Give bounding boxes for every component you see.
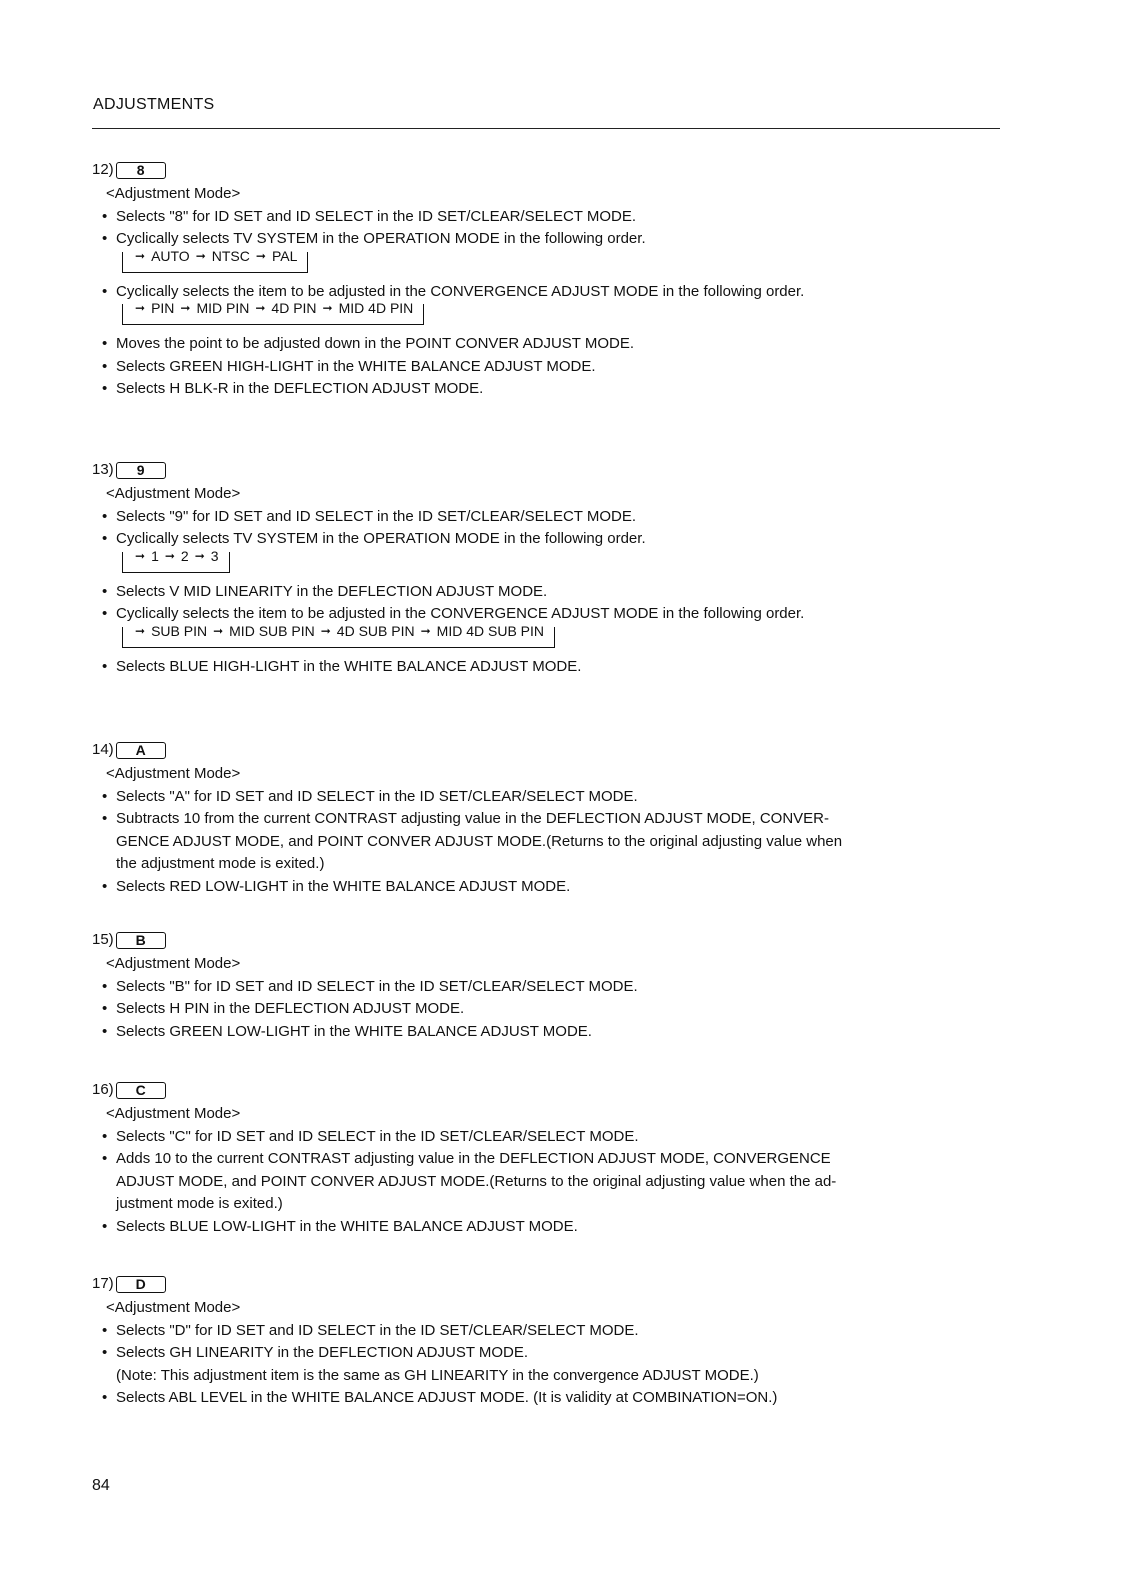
cycle-item: 3 xyxy=(210,547,219,564)
cycle-item: MID 4D PIN xyxy=(338,300,414,316)
section-number: 14) xyxy=(92,740,114,758)
key-8-icon: 8 xyxy=(116,162,166,179)
section-number: 17) xyxy=(92,1274,114,1292)
list-item: • Cyclically selects TV SYSTEM in the OPERATION MODE in the following order. xyxy=(96,228,1012,251)
arrow-right-icon: ➞ xyxy=(213,623,224,638)
adjustment-mode-label: <Adjustment Mode> xyxy=(106,485,241,502)
adjustment-mode-label: <Adjustment Mode> xyxy=(106,1105,241,1122)
arrow-right-icon: ➞ xyxy=(320,623,331,638)
list-item: • Selects "B" for ID SET and ID SELECT in the ID SET/CLEAR/SELECT MODE. xyxy=(96,976,1012,999)
list-item xyxy=(96,1148,1012,1216)
section-12 xyxy=(92,158,1012,401)
list-item: • Selects RED LOW-LIGHT in the WHITE BALANCE ADJUST MODE. xyxy=(96,876,1012,899)
section-17 xyxy=(92,1272,1012,1410)
section-15 xyxy=(92,928,1012,1043)
list-item: • Cyclically selects TV SYSTEM in the OPERATION MODE in the following order. xyxy=(96,528,1012,551)
section-13-heading xyxy=(92,458,1012,482)
adjustment-mode-label: <Adjustment Mode> xyxy=(106,765,241,782)
cycle-item: 4D PIN xyxy=(271,300,317,316)
cycle-item: PIN xyxy=(151,300,175,316)
header-rule xyxy=(92,128,1000,129)
list-item: • Moves the point to be adjusted down in the POINT CONVER ADJUST MODE. xyxy=(96,333,1012,356)
key-c-icon: C xyxy=(116,1082,166,1099)
cycle-item: MID PIN xyxy=(196,300,250,316)
arrow-right-icon: ➞ xyxy=(135,301,146,315)
list-item: • Selects H BLK-R in the DEFLECTION ADJUST MODE. xyxy=(96,378,1012,401)
cycle-item: 4D SUB PIN xyxy=(336,622,415,639)
cycle-item: PAL xyxy=(271,247,298,264)
section-number: 16) xyxy=(92,1080,114,1098)
page-header: ADJUSTMENTS xyxy=(93,96,215,113)
list-item-line: • Subtracts 10 from the current CONTRAST adjusting value in the DEFLECTION ADJUST MODE, CONVER- xyxy=(116,810,830,827)
list-item: • Selects GH LINEARITY in the DEFLECTION ADJUST MODE. xyxy=(96,1342,1012,1365)
section-17-heading xyxy=(92,1272,1012,1296)
section-14-heading xyxy=(92,738,1012,762)
list-item: • Selects BLUE LOW-LIGHT in the WHITE BALANCE ADJUST MODE. xyxy=(96,1216,1012,1239)
list-item: • Selects "9" for ID SET and ID SELECT in the ID SET/CLEAR/SELECT MODE. xyxy=(96,506,1012,529)
list-item: • Selects GREEN HIGH-LIGHT in the WHITE BALANCE ADJUST MODE. xyxy=(96,356,1012,379)
list-item xyxy=(96,808,1012,876)
cycle-item: AUTO xyxy=(151,247,190,264)
list-item: • Selects ABL LEVEL in the WHITE BALANCE ADJUST MODE. (It is validity at COMBINATION=ON.) xyxy=(96,1387,1012,1410)
key-9-icon: 9 xyxy=(116,462,166,479)
section-16-heading xyxy=(92,1078,1012,1102)
arrow-right-icon: ➞ xyxy=(135,248,146,263)
list-item: • Selects "D" for ID SET and ID SELECT in the ID SET/CLEAR/SELECT MODE. xyxy=(96,1320,1012,1343)
section-14 xyxy=(92,738,1012,898)
key-b-icon: B xyxy=(116,932,166,949)
section-12-heading xyxy=(92,158,1012,182)
arrow-right-icon: ➞ xyxy=(255,301,266,315)
list-item-line: justment mode is exited.) xyxy=(116,1195,283,1212)
list-item: • Selects "A" for ID SET and ID SELECT in the ID SET/CLEAR/SELECT MODE. xyxy=(96,786,1012,809)
list-item: • Selects GREEN LOW-LIGHT in the WHITE BALANCE ADJUST MODE. xyxy=(96,1021,1012,1044)
cycle-item: 1 xyxy=(151,547,159,564)
list-item-line: GENCE ADJUST MODE, and POINT CONVER ADJUST MODE.(Returns to the original adjusting value when xyxy=(116,832,843,850)
list-item-line: the adjustment mode is exited.) xyxy=(116,855,325,872)
cycle-diagram xyxy=(122,547,230,573)
section-number: 13) xyxy=(92,460,114,478)
cycle-item: NTSC xyxy=(211,247,250,264)
list-item-line: • Adds 10 to the current CONTRAST adjusting value in the DEFLECTION ADJUST MODE, CONVERGENCE xyxy=(116,1150,831,1167)
arrow-right-icon: ➞ xyxy=(164,548,175,563)
arrow-right-icon: ➞ xyxy=(135,623,146,638)
list-item-line: ADJUST MODE, and POINT CONVER ADJUST MODE.(Returns to the original adjusting value when the ad- xyxy=(116,1172,837,1190)
page-number: 84 xyxy=(92,1477,110,1494)
cycle-diagram xyxy=(122,247,308,273)
list-item: • Selects "8" for ID SET and ID SELECT in the ID SET/CLEAR/SELECT MODE. xyxy=(96,206,1012,229)
adjustment-mode-label: <Adjustment Mode> xyxy=(106,1299,241,1316)
key-a-icon: A xyxy=(116,742,166,759)
cycle-item: MID SUB PIN xyxy=(229,622,315,639)
section-number: 15) xyxy=(92,930,114,948)
cycle-item: 2 xyxy=(180,547,189,564)
arrow-right-icon: ➞ xyxy=(255,248,266,263)
cycle-diagram xyxy=(122,622,555,648)
section-16 xyxy=(92,1078,1012,1238)
list-item: • Cyclically selects the item to be adjusted in the CONVERGENCE ADJUST MODE in the following order. xyxy=(96,281,1012,304)
arrow-right-icon: ➞ xyxy=(194,548,205,563)
arrow-right-icon: ➞ xyxy=(180,301,191,315)
note-text: (Note: This adjustment item is the same as GH LINEARITY in the convergence ADJUST MODE.) xyxy=(116,1366,759,1384)
list-item: • Cyclically selects the item to be adjusted in the CONVERGENCE ADJUST MODE in the following order. xyxy=(96,603,1012,626)
list-item: • Selects BLUE HIGH-LIGHT in the WHITE BALANCE ADJUST MODE. xyxy=(96,656,1012,679)
section-13 xyxy=(92,458,1012,678)
cycle-diagram xyxy=(122,300,424,325)
section-number: 12) xyxy=(92,160,114,178)
adjustment-mode-label: <Adjustment Mode> xyxy=(106,955,241,972)
list-item: • Selects H PIN in the DEFLECTION ADJUST MODE. xyxy=(96,998,1012,1021)
arrow-right-icon: ➞ xyxy=(135,548,146,563)
adjustment-mode-label: <Adjustment Mode> xyxy=(106,185,241,202)
arrow-right-icon: ➞ xyxy=(322,301,333,315)
cycle-item: SUB PIN xyxy=(151,622,208,639)
arrow-right-icon: ➞ xyxy=(420,623,431,638)
arrow-right-icon: ➞ xyxy=(195,248,206,263)
cycle-item: MID 4D SUB PIN xyxy=(436,622,545,639)
list-item: • Selects "C" for ID SET and ID SELECT in the ID SET/CLEAR/SELECT MODE. xyxy=(96,1126,1012,1149)
section-15-heading xyxy=(92,928,1012,952)
key-d-icon: D xyxy=(116,1276,166,1293)
list-item: • Selects V MID LINEARITY in the DEFLECTION ADJUST MODE. xyxy=(96,581,1012,604)
